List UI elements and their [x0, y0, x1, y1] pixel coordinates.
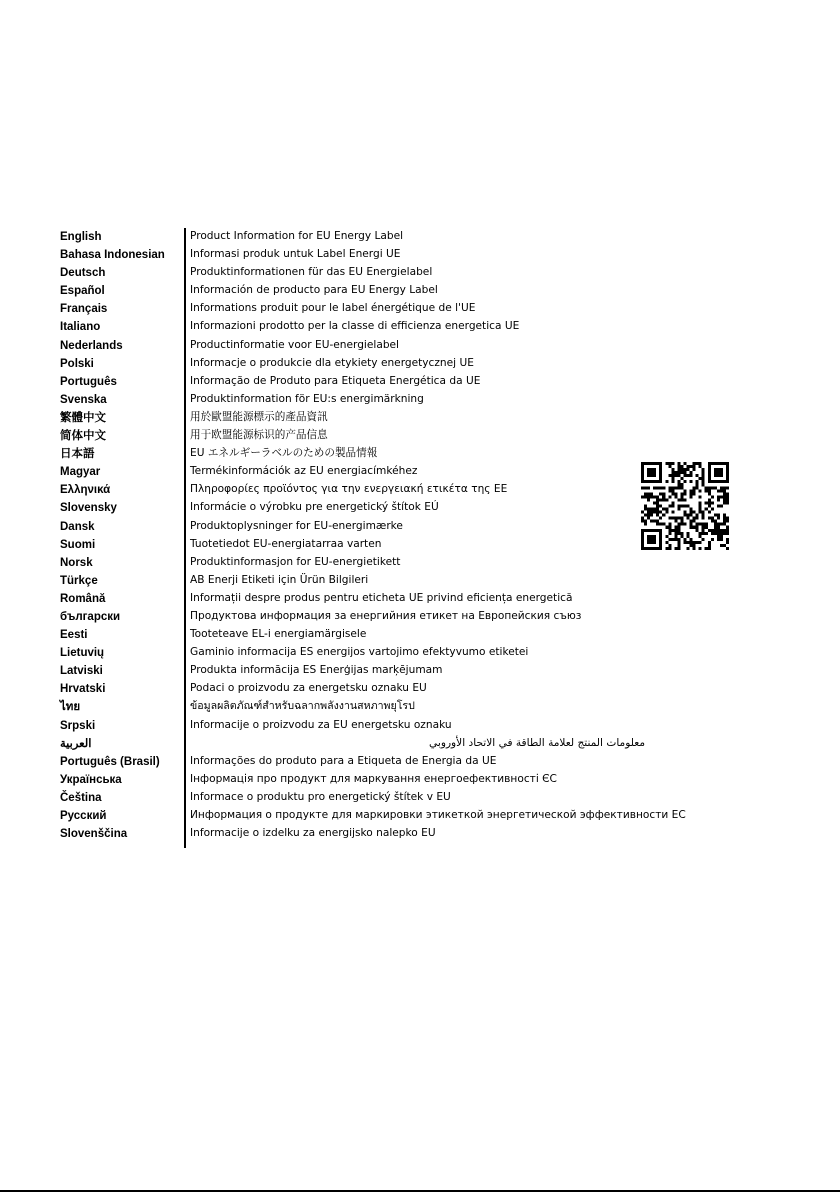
- translated-text: Información de producto para EU Energy Label: [190, 284, 438, 297]
- translated-text: Informácie o výrobku pre energetický štítok EÚ: [190, 501, 439, 514]
- language-name: Srpski: [60, 719, 96, 732]
- language-name: Ελληνικά: [60, 484, 111, 497]
- translated-text: Produktoplysninger for EU-energimærke: [190, 519, 403, 532]
- translated-text: Информация о продукте для маркировки этикеткой энергетической эффективности ЕС: [190, 809, 686, 821]
- language-name: Nederlands: [60, 339, 123, 352]
- language-name: Norsk: [60, 556, 93, 569]
- language-name: Türkçe: [60, 574, 98, 587]
- language-name: Dansk: [60, 520, 95, 533]
- language-name: Magyar: [60, 466, 101, 479]
- language-name: Suomi: [60, 538, 96, 551]
- translated-text: Informação de Produto para Etiqueta Energética da UE: [190, 374, 481, 387]
- translated-text: Productinformatie voor EU-energielabel: [190, 338, 400, 351]
- language-name: български: [60, 610, 121, 623]
- translated-text: Πληροφορίες προϊόντος για την ενεργειακή ετικέτα της ΕΕ: [190, 483, 508, 496]
- translated-text: Produkta informācija ES Enerģijas marķējumam: [190, 664, 443, 677]
- translated-text: Informações do produto para a Etiqueta de Energia da UE: [190, 754, 497, 767]
- language-name: Polski: [60, 357, 94, 370]
- language-name: Italiano: [60, 321, 101, 334]
- language-name: Português: [60, 375, 117, 388]
- language-name: Slovensky: [60, 502, 117, 515]
- language-name: Русский: [60, 810, 107, 822]
- language-name: Svenska: [60, 393, 107, 406]
- language-name: ไทย: [60, 701, 81, 714]
- translated-text: ข้อมูลผลิตภัณฑ์สำหรับฉลากพลังงานสหภาพยุโรป: [190, 700, 415, 713]
- qr-code-icon: [641, 462, 729, 550]
- language-name: Français: [60, 303, 108, 316]
- language-name: Eesti: [60, 629, 88, 642]
- translated-text: Tooteteave EL-i energiamärgisele: [190, 628, 367, 641]
- language-name: 简体中文: [60, 430, 106, 443]
- translated-text: Informasi produk untuk Label Energi UE: [190, 248, 401, 261]
- translated-text: Product Information for EU Energy Label: [190, 230, 404, 242]
- translated-text: Informacje o produkcie dla etykiety energetycznej UE: [190, 356, 474, 369]
- language-name: Bahasa Indonesian: [60, 249, 165, 262]
- translated-text: Informazioni prodotto per la classe di efficienza energetica UE: [190, 320, 520, 333]
- translated-text: Informations produit pour le label énergétique de l'UE: [190, 302, 476, 315]
- language-name: Română: [60, 592, 106, 605]
- language-name: 繁體中文: [60, 411, 106, 424]
- translated-text: Produktinformation för EU:s energimärkning: [190, 392, 424, 405]
- language-name: Deutsch: [60, 267, 106, 280]
- column-divider: [184, 228, 186, 848]
- language-name: English: [60, 231, 102, 243]
- translated-text: معلومات المنتج لعلامة الطاقة في الاتحاد الأوروبي: [429, 736, 645, 749]
- translated-text: Інформація про продукт для маркування енергоефективності ЄС: [190, 772, 557, 785]
- language-name: Lietuvių: [60, 647, 105, 660]
- translated-text: Produktinformationen für das EU Energielabel: [190, 266, 433, 279]
- language-name: Español: [60, 285, 105, 298]
- translated-text: Podaci o proizvodu za energetsku oznaku EU: [190, 682, 427, 695]
- language-name: Hrvatski: [60, 683, 106, 696]
- language-name: Latviski: [60, 665, 103, 678]
- translated-text: Tuotetiedot EU-energiatarraa varten: [190, 537, 382, 550]
- translated-text: Informacije o proizvodu za EU energetsku oznaku: [190, 718, 452, 731]
- translated-text: 用於歐盟能源標示的產品資訊: [190, 410, 328, 423]
- language-name: Slovenščina: [60, 828, 128, 841]
- translated-text: Produktinformasjon for EU-energietikett: [190, 555, 401, 568]
- language-name: Português (Brasil): [60, 755, 160, 768]
- language-name: Українська: [60, 773, 122, 786]
- translated-text: 用于欧盟能源标识的产品信息: [190, 429, 328, 442]
- translated-text: Informacije o izdelku za energijsko nalepko EU: [190, 827, 436, 840]
- translated-text: EU エネルギーラベルのための製品情報: [190, 447, 378, 460]
- translated-text: Gaminio informacija ES energijos vartojimo efektyvumo etiketei: [190, 646, 529, 659]
- translated-text: AB Enerji Etiketi için Ürün Bilgileri: [190, 573, 369, 586]
- language-name: العربية: [60, 737, 92, 750]
- language-name: 日本語: [60, 448, 95, 461]
- translated-text: Informace o produktu pro energetický štítek v EU: [190, 790, 451, 803]
- translated-text: Termékinformációk az EU energiacímkéhez: [190, 465, 418, 478]
- translated-text: Продуктова информация за енергийния етикет на Европейския съюз: [190, 609, 582, 622]
- language-name: Čeština: [60, 791, 102, 804]
- translated-text: Informații despre produs pentru eticheta UE privind eficiența energetică: [190, 591, 573, 604]
